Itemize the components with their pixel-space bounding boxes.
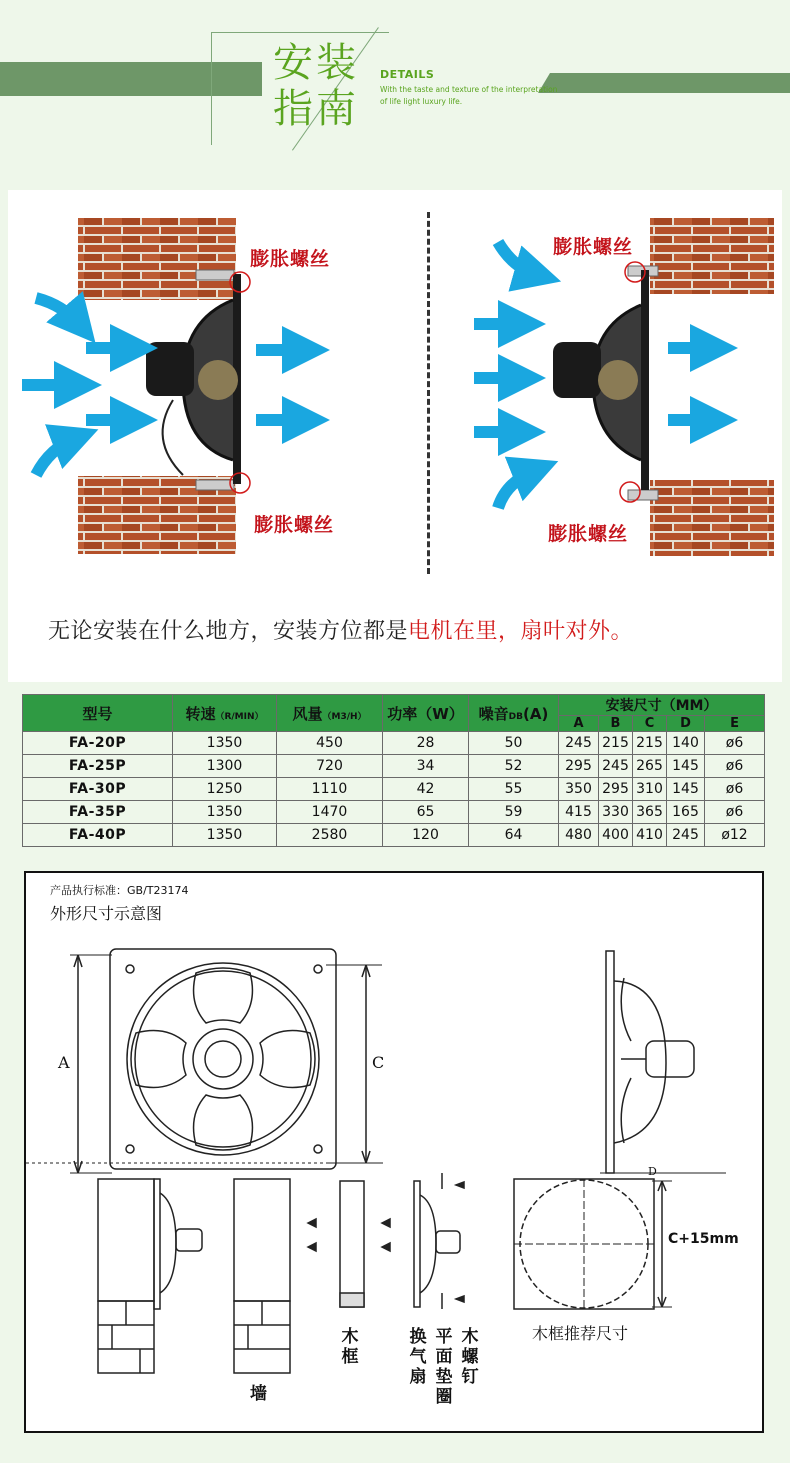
cell-b: 245	[599, 755, 633, 778]
installation-illustration	[8, 190, 782, 682]
header-left-bar	[0, 62, 262, 96]
cell-speed: 1350	[173, 801, 277, 824]
cell-d: 140	[667, 732, 705, 755]
cell-model: FA-20P	[23, 732, 173, 755]
cell-d: 245	[667, 824, 705, 847]
cell-model: FA-35P	[23, 801, 173, 824]
tip-highlight: 电机在里，扇叶对外。	[408, 619, 634, 644]
page-title	[273, 40, 373, 132]
brick-wall-icon	[650, 218, 774, 294]
screw-label: 木螺钉	[461, 1327, 479, 1387]
cell-power: 65	[383, 801, 469, 824]
cell-noise: 52	[469, 755, 559, 778]
cell-model: FA-40P	[23, 824, 173, 847]
dimension-title: 外形尺寸示意图	[50, 904, 163, 923]
cell-e: ø12	[705, 824, 765, 847]
cell-power: 28	[383, 732, 469, 755]
header-c: C	[633, 716, 667, 732]
cell-noise: 50	[469, 732, 559, 755]
table-row	[23, 755, 765, 778]
title-line-1: 安装	[273, 40, 359, 86]
cell-a: 295	[559, 755, 599, 778]
header-d: D	[667, 716, 705, 732]
cell-c: 310	[633, 778, 667, 801]
cell-c: 215	[633, 732, 667, 755]
cell-power: 42	[383, 778, 469, 801]
header-install-size: 安装尺寸（MM）	[559, 695, 765, 716]
header-e: E	[705, 716, 765, 732]
cell-air: 1110	[277, 778, 383, 801]
wall-label: 墙	[250, 1384, 267, 1404]
header-b: B	[599, 716, 633, 732]
header-speed	[173, 695, 277, 732]
header-model: 型号	[23, 695, 173, 732]
frame-size-icon	[514, 1179, 672, 1309]
cell-e: ø6	[705, 755, 765, 778]
cell-speed: 1350	[173, 824, 277, 847]
wall-icon	[98, 1179, 290, 1373]
dashed-divider	[427, 212, 430, 574]
header-speed-unit: （R/MIN）	[215, 711, 264, 722]
dimension-label-a: A	[58, 1053, 70, 1072]
cell-c: 410	[633, 824, 667, 847]
header-noise	[469, 695, 559, 732]
cell-speed: 1250	[173, 778, 277, 801]
details-title: DETAILS	[380, 68, 435, 81]
header-power: 功率（W）	[383, 695, 469, 732]
fan-label: 换气扇	[409, 1327, 427, 1387]
tip-text: 无论安装在什么地方，安装方位都是	[48, 619, 409, 644]
header-air-volume	[277, 695, 383, 732]
header-speed-text: 转速	[185, 704, 216, 723]
fan-washer-screw-icon	[414, 1173, 464, 1309]
header-noise-unit: DB	[508, 711, 524, 722]
header-a: A	[559, 716, 599, 732]
installation-drawing	[8, 190, 782, 682]
header-frame-line	[211, 32, 389, 33]
cell-noise: 64	[469, 824, 559, 847]
cell-a: 245	[559, 732, 599, 755]
installation-tip	[48, 614, 633, 645]
fan-side-view-icon	[600, 951, 726, 1173]
cell-d: 145	[667, 778, 705, 801]
expansion-bolt-label: 膨胀螺丝	[250, 248, 331, 270]
table-row	[23, 778, 765, 801]
expansion-bolt-label: 膨胀螺丝	[254, 514, 335, 536]
cell-air: 450	[277, 732, 383, 755]
washer-label: 平面垫圈	[435, 1327, 453, 1407]
cell-air: 2580	[277, 824, 383, 847]
spec-table	[22, 694, 765, 847]
cell-model: FA-25P	[23, 755, 173, 778]
header-noise-suffix: (A)	[523, 704, 549, 723]
cell-model: FA-30P	[23, 778, 173, 801]
cell-b: 330	[599, 801, 633, 824]
frame-recommend-label: 木框推荐尺寸	[532, 1324, 629, 1343]
cell-e: ø6	[705, 778, 765, 801]
cell-air: 720	[277, 755, 383, 778]
cell-power: 34	[383, 755, 469, 778]
cell-power: 120	[383, 824, 469, 847]
table-row	[23, 732, 765, 755]
cell-e: ø6	[705, 732, 765, 755]
cell-speed: 1300	[173, 755, 277, 778]
details-subtitle: With the taste and texture of the interpretation of life light luxury life.	[380, 85, 558, 106]
header-air-unit: （M3/H）	[322, 711, 367, 722]
brick-wall-icon	[650, 480, 774, 556]
exhaust-fan-icon	[146, 270, 250, 493]
fan-front-view-icon	[110, 949, 336, 1169]
brick-wall-icon	[78, 218, 236, 300]
wood-frame-label: 木框	[341, 1327, 359, 1367]
expansion-bolt-label: 膨胀螺丝	[553, 236, 634, 258]
cell-speed: 1350	[173, 732, 277, 755]
cell-b: 215	[599, 732, 633, 755]
table-row	[23, 801, 765, 824]
cell-air: 1470	[277, 801, 383, 824]
cell-a: 350	[559, 778, 599, 801]
cell-noise: 55	[469, 778, 559, 801]
dimension-svg	[26, 873, 762, 1431]
expansion-bolt-label: 膨胀螺丝	[548, 523, 629, 545]
product-standard: 产品执行标准：GB/T23174	[50, 884, 189, 897]
cell-c: 365	[633, 801, 667, 824]
cell-d: 165	[667, 801, 705, 824]
header-air-text: 风量	[292, 704, 323, 723]
dimension-label-d: D	[648, 1165, 657, 1178]
cell-b: 295	[599, 778, 633, 801]
title-line-2: 指南	[273, 86, 359, 132]
header-right-bar	[538, 73, 790, 93]
cell-b: 400	[599, 824, 633, 847]
cell-noise: 59	[469, 801, 559, 824]
dimension-label-c: C	[372, 1053, 385, 1072]
cell-a: 480	[559, 824, 599, 847]
exhaust-fan-icon	[553, 262, 658, 502]
header-noise-text: 噪音	[478, 704, 509, 723]
dimension-drawing	[24, 871, 764, 1433]
cell-a: 415	[559, 801, 599, 824]
cell-e: ø6	[705, 801, 765, 824]
cell-d: 145	[667, 755, 705, 778]
wood-frame-icon	[308, 1181, 390, 1307]
cell-c: 265	[633, 755, 667, 778]
header-frame-line	[211, 32, 212, 145]
table-row	[23, 824, 765, 847]
frame-size-dimension: C+15mm	[668, 1231, 739, 1247]
